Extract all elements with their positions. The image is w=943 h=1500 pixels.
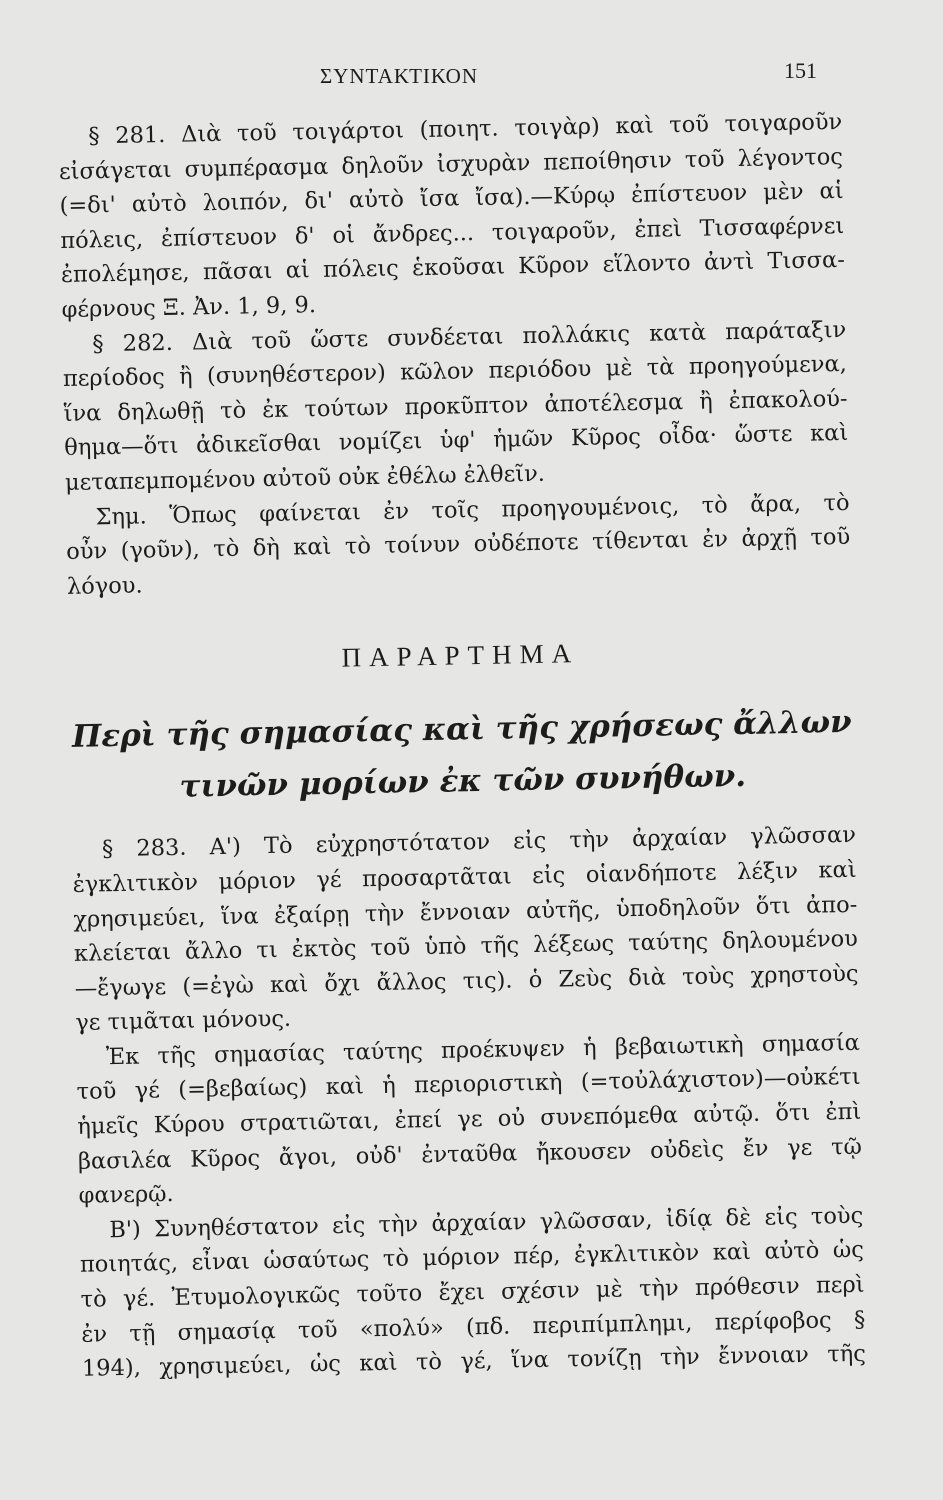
paragraph-283-b — [79, 1199, 866, 1387]
text-line: ποιητάς, εἶναι ὡσαύτως τὸ μόριον πέρ, ἐγκλιτικὸν καὶ αὐτὸ ὡς — [79, 1237, 865, 1279]
paragraph-281 — [58, 105, 846, 328]
text-line: —ἔγωγε (=ἐγὼ καὶ ὄχι ἄλλος τις). ὁ Ζεὺς διὰ τοὺς χρηστοὺς — [74, 960, 859, 1002]
text-line: χρησιμεύει, ἵνα ἐξαίρῃ τὴν ἔννοιαν αὐτῆς, ὑποδηλοῦν ὅτι ἀπο- — [73, 891, 858, 933]
text-line: τὸ γέ. Ἐτυμολογικῶς τοῦτο ἔχει σχέσιν μὲ τὴν πρόθεσιν περὶ — [80, 1271, 865, 1313]
paragraph-283 — [72, 818, 860, 1041]
note-paragraph — [65, 485, 851, 604]
text-line: τοῦ γέ (=βεβαίως) καὶ ἡ περιοριστικὴ (=τοὐλάχιστον)—οὐκέτι — [76, 1064, 861, 1106]
page-number: 151 — [784, 58, 817, 83]
appendix-title: ΠΑΡΑΡΤΗΜΑ — [341, 638, 580, 673]
running-header — [0, 58, 943, 94]
running-title: ΣΥΝΤΑΚΤΙΚΟΝ — [320, 64, 478, 88]
section-heading-line: τινῶν μορίων ἐκ τῶν συνήθων. — [179, 758, 747, 806]
text-line: βασιλέα Κῦρος ἄγοι, οὐδ' ἐνταῦθα ἤκουσεν οὐδεὶς ἔν γε τῷ — [77, 1133, 863, 1175]
text-line: περίοδος ἢ (συνηθέστερον) κῶλον περιόδου μὲ τὰ προηγούμενα, — [62, 351, 848, 393]
text-line: εἰσάγεται συμπέρασμα δηλοῦν ἰσχυρὰν πεποίθησιν τοῦ λέγοντος — [58, 143, 844, 185]
text-line: ἐπολέμησε, πᾶσαι αἱ πόλεις ἑκοῦσαι Κῦρον εἵλοντο ἀντὶ Τισσα- — [60, 247, 846, 289]
text-line: 194), χρησιμεύει, ὡς καὶ τὸ γέ, ἵνα τονίζῃ τὴν ἔννοιαν τῆς — [81, 1340, 867, 1382]
text-line: § 281. Διὰ τοῦ τοιγάρτοι (ποιητ. τοιγὰρ) καὶ τοῦ τοιγαροῦν — [88, 108, 843, 150]
section-heading-line: Περὶ τῆς σημασίας καὶ τῆς χρήσεως ἄλλων — [71, 704, 852, 756]
paragraph-283-continued — [76, 1026, 863, 1214]
text-line: ἡμεῖς Κύρου στρατιῶται, ἐπεί γε οὐ συνεπόμεθα αὐτῷ. ὅτι ἐπὶ — [77, 1098, 862, 1140]
section-heading — [69, 696, 855, 815]
text-line: Ἐκ τῆς σημασίας ταύτης προέκυψεν ἡ βεβαιωτικὴ σημασία — [105, 1029, 861, 1071]
text-line: (=δι' αὐτὸ λοιπόν, δι' αὐτὸ ἴσα ἴσα).—Κύρῳ ἐπίστευον μὲν αἱ — [59, 178, 844, 220]
text-line: οὖν (γοῦν), τὸ δὴ καὶ τὸ τοίνυν οὐδέποτε τίθενται ἐν ἀρχῇ τοῦ — [66, 523, 851, 566]
text-line: Β') Συνηθέστατον εἰς τὴν ἀρχαίαν γλῶσσαν, ἰδίᾳ δὲ εἰς τοὺς — [109, 1202, 864, 1244]
text-line: μεταπεμπομένου αὐτοῦ οὐκ ἐθέλω ἐλθεῖν. — [64, 460, 546, 496]
page-body — [58, 105, 866, 1387]
text-line: ἐν τῇ σημασίᾳ τοῦ «πολύ» (πδ. περιπίμπλημι, περίφοβος § — [81, 1306, 866, 1348]
text-line: θημα—ὅτι ἀδικεῖσθαι νομίζει ὑφ' ἡμῶν Κῦρος οἶδα· ὥστε καὶ — [64, 420, 849, 462]
text-line: γε τιμᾶται μόνους. — [75, 1005, 292, 1037]
text-line: φανερῷ. — [78, 1181, 174, 1210]
text-line: φέρνους Ξ. Ἀν. 1, 9, 9. — [61, 292, 317, 323]
text-line: § 283. Α') Τὸ εὐχρηστότατον εἰς τὴν ἀρχαίαν γλῶσσαν — [101, 822, 857, 863]
text-line: κλείεται ἄλλο τι ἐκτὸς τοῦ ὑπὸ τῆς λέξεως ταύτης δηλουμένου — [73, 925, 859, 967]
text-line: ἵνα δηλωθῇ τὸ ἐκ τούτων προκῦπτον ἀποτέλεσμα ἢ ἐπακολού- — [63, 385, 848, 427]
text-line: ἐγκλιτικὸν μόριον γέ προσαρτᾶται εἰς οἱανδήποτε λέξιν καὶ — [72, 856, 857, 898]
text-line: λόγου. — [66, 572, 143, 600]
text-line: Σημ. Ὅπως φαίνεται ἐν τοῖς προηγουμένοις, τὸ ἄρα, τὸ — [95, 489, 850, 530]
paragraph-282 — [62, 312, 849, 500]
text-line: § 282. Διὰ τοῦ ὥστε συνδέεται πολλάκις κατὰ παράταξιν — [92, 316, 847, 357]
text-line: πόλεις, ἐπίστευον δ' οἱ ἄνδρες... τοιγαροῦν, ἐπεὶ Τισσαφέρνει — [60, 212, 845, 254]
